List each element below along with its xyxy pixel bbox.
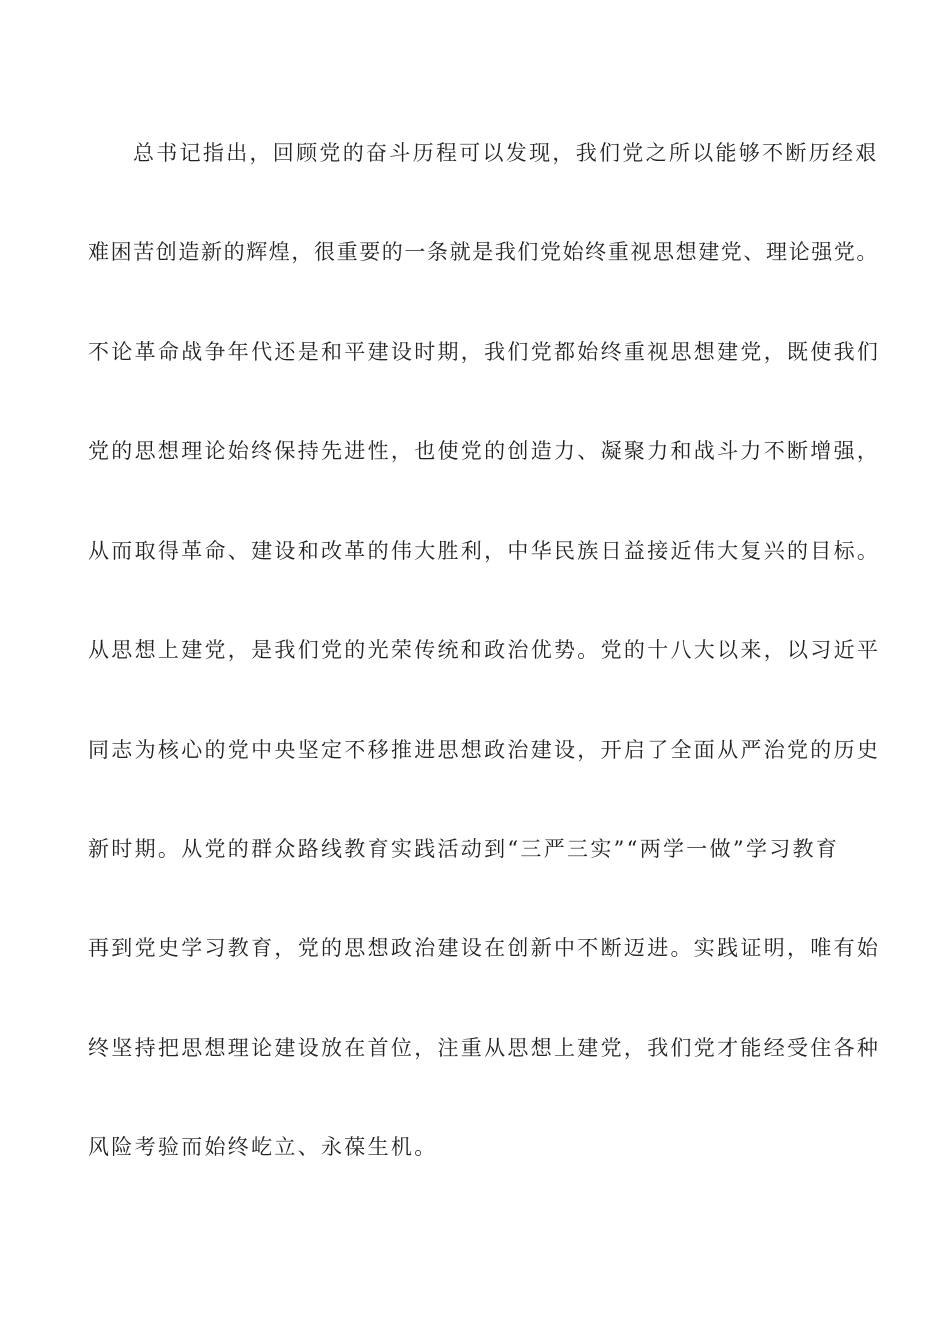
- text-line-3: 不论革命战争年代还是和平建设时期，我们党都始终重视思想建党，既使我们: [88, 340, 881, 364]
- text-line-5: 从而取得革命、建设和改革的伟大胜利，中华民族日益接近伟大复兴的目标。: [88, 539, 881, 563]
- text-line-9: 再到党史学习教育，党的思想政治建设在创新中不断迈进。实践证明，唯有始: [88, 936, 881, 960]
- text-line-4: 党的思想理论始终保持先进性，也使党的创造力、凝聚力和战斗力不断增强，: [88, 439, 881, 463]
- text-line-7: 同志为核心的党中央坚定不移推进思想政治建设，开启了全面从严治党的历史: [88, 738, 881, 762]
- text-line-1: 总书记指出，回顾党的奋斗历程可以发现，我们党之所以能够不断历经艰: [133, 141, 879, 165]
- text-line-10: 终坚持把思想理论建设放在首位，注重从思想上建党，我们党才能经受住各种: [88, 1036, 881, 1060]
- text-line-6: 从思想上建党，是我们党的光荣传统和政治优势。党的十八大以来，以习近平: [88, 638, 881, 662]
- text-line-2: 难困苦创造新的辉煌，很重要的一条就是我们党始终重视思想建党、理论强党。: [88, 240, 879, 264]
- text-line-11: 风险考验而始终屹立、永葆生机。: [88, 1135, 438, 1159]
- text-line-8: 新时期。从党的群众路线教育实践活动到“三严三实”“两学一做”学习教育: [88, 837, 840, 861]
